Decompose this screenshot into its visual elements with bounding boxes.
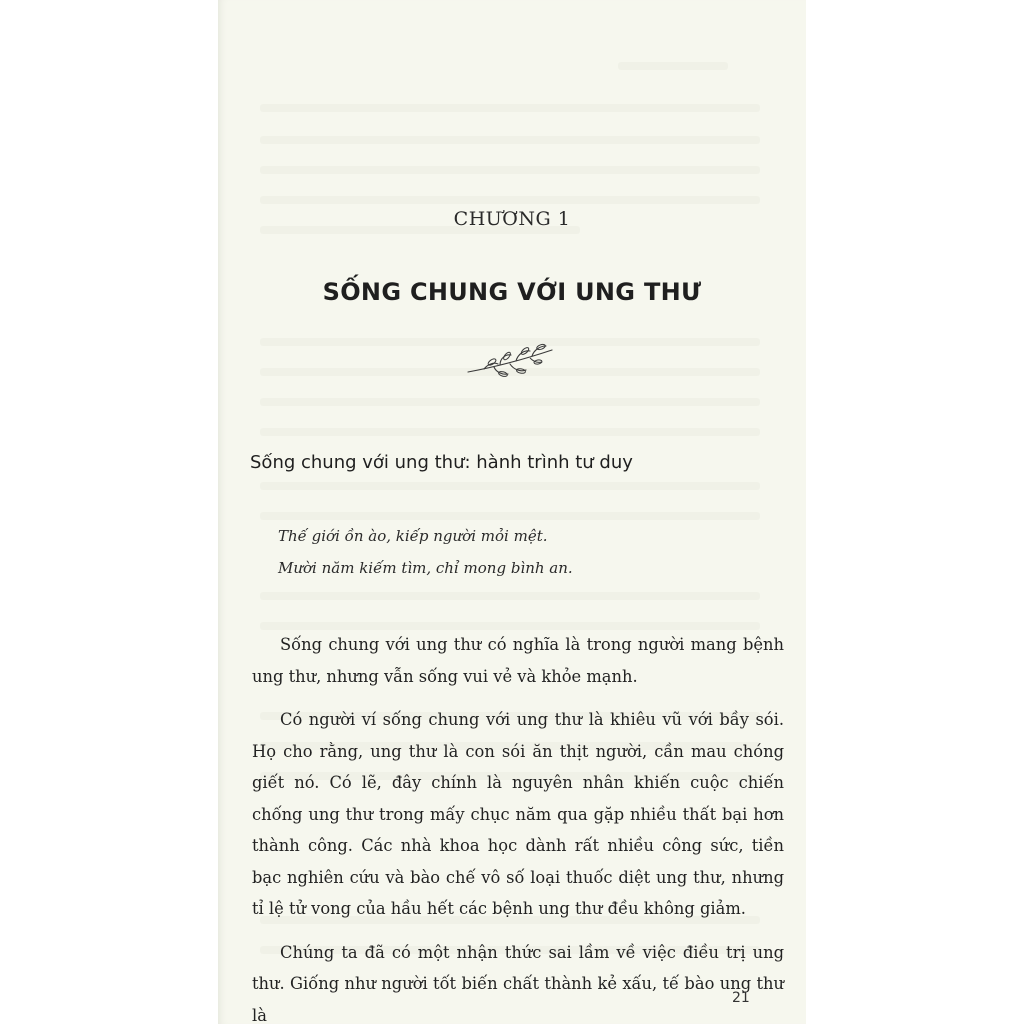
epigraph-line-2: Mười năm kiếm tìm, chỉ mong bình an.: [278, 559, 573, 577]
page-number: 21: [732, 990, 750, 1006]
epigraph-line-1: Thế giới ồn ào, kiếp người mỏi mệt.: [278, 527, 548, 545]
chapter-title: SỐNG CHUNG VỚI UNG THƯ: [322, 278, 702, 306]
book-page: [218, 0, 806, 1024]
chapter-label: CHƯƠNG 1: [453, 208, 571, 230]
paragraph: Có người ví sống chung với ung thư là khiêu vũ với bầy sói. Họ cho rằng, ung thư là con sói ăn thịt người, cần mau chóng giết nó. Có lẽ, đây chính là nguyên nhân khiến cuộc chiến chống ung thư trong mấy chục năm qua gặp nhiều thất bại hơn thành công. Các nhà khoa học dành rất nhiều công sức, tiền bạc nghiên cứu và bào chế vô số loại thuốc diệt ung thư, nhưng tỉ lệ tử vong của hầu hết các bệnh ung thư đều không giảm.: [252, 710, 784, 918]
body-text: [252, 629, 784, 1024]
paragraph: Sống chung với ung thư có nghĩa là trong người mang bệnh ung thư, nhưng vẫn sống vui vẻ và khỏe mạnh.: [252, 635, 784, 686]
leafy-branch-icon: [464, 342, 556, 384]
section-heading: Sống chung với ung thư: hành trình tư duy: [250, 452, 633, 473]
paragraph: Chúng ta đã có một nhận thức sai lầm về việc điều trị ung thư. Giống như người tốt biến chất thành kẻ xấu, tế bào ung thư là: [252, 942, 784, 1024]
